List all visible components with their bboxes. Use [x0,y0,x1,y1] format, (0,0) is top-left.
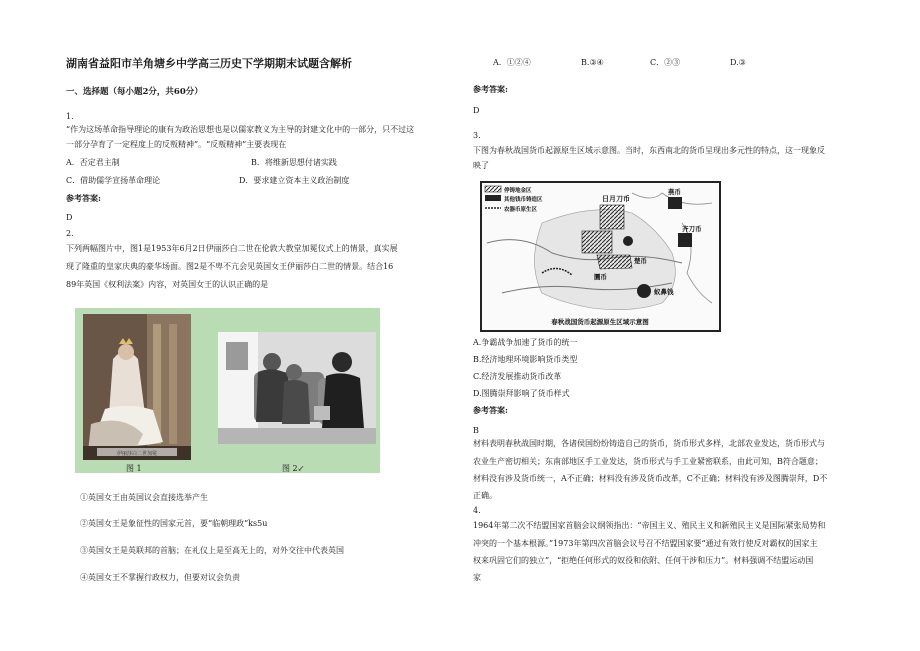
q1-answer: D [66,213,73,222]
currency-map [480,181,721,332]
q2-statement-2: ②英国女王是象征性的国家元首，要“临朝理政”ks5u [80,519,268,528]
coronation-caption: 伊丽莎白二世加冕 [116,451,158,457]
q3-stem-line2: 映了 [473,161,489,170]
map-label-cloth: 日月刀币 [602,195,630,203]
q2-statement-3: ③英国女王是英联邦的首脑；在礼仪上是至高无上的，对外交往中代表英国 [80,546,344,555]
q4-number: 4. [473,506,481,515]
q3-option-a: A.争霸战争加速了货币的统一 [473,338,578,347]
q1-number: 1. [66,112,74,121]
q4-stem-line4: 家 [473,573,481,582]
q2-stem-line2: 现了隆重的皇家庆典的豪华场面。图2是不卑不亢会见英国女王伊丽莎白二世的情景。结合16 [66,262,394,271]
coronation-photo [83,314,191,460]
q2-option-a: A．①②④ [493,58,531,67]
q2-stem-line3: 89年英国《权利法案》内容，对英国女王的认识正确的是 [66,280,269,289]
q4-stem-line1: 1964年第二次不结盟国家首脑会议纲领指出：“帝国主义、殖民主义和新殖民主义是国际紧张局势和 [473,521,826,530]
map-label-circle: 圜币 [594,273,607,281]
map-label-chu: 楚币 [634,257,647,265]
q3-explanation-2: 农业生产密切相关；东南部地区手工业发达，货币形式与手工业紧密联系，由此可知，B符合题意； [473,457,823,466]
q3-option-d: D.图腾崇拜影响了货币样式 [473,389,570,398]
map-label-ant: 蚁鼻钱 [654,288,674,296]
map-legend-3: 农器币原生区 [504,207,538,213]
q2-stem-line1: 下列两幅图片中，图1是1953年6月2日伊丽莎白二世在伦敦大教堂加冕仪式上的情景，真实展 [66,244,398,253]
q4-stem-line2: 冲突的一个基本根源。”1973年第四次首脑会议号召不结盟国家要“通过有效行使反对霸权的国家主 [473,539,818,548]
q3-answer-label: 参考答案: [473,405,508,415]
map-title: 春秋战国货币起源原生区域示意图 [551,318,649,326]
document-title: 湖南省益阳市羊角塘乡中学高三历史下学期期末试题含解析 [66,57,352,70]
q4-stem-line3: 权来巩固它们的独立”，“拒绝任何形式的奴役和依附、任何干涉和压力”。材料强调不结盟运动国 [473,556,814,565]
q1-answer-label: 参考答案: [66,193,101,203]
q3-number: 3. [473,131,481,140]
map-label-qi: 齐刀币 [682,225,702,233]
q1-option-d: D．要求建立资本主义政治制度 [239,176,350,185]
q3-stem-line1: 下图为春秋战国货币起源原生区域示意图。当时，东西南北的货币呈现出多元性的特点，这一现象反 [473,146,825,155]
q1-option-a: A．否定君主制 [66,158,120,167]
map-legend-1: 停铸地金区 [504,188,532,194]
q2-option-c: C．②③ [650,58,681,67]
figure1-caption: 图 1 [126,464,142,473]
q1-option-c: C．借助儒学宣扬革命理论 [66,176,161,185]
q3-option-b: B.经济地理环境影响货币类型 [473,355,578,364]
q2-number: 2. [66,229,74,238]
q3-explanation-4: 正确。 [473,491,497,500]
q3-option-c: C.经济发展推动货币改革 [473,372,562,381]
q2-figures [75,308,380,473]
meeting-photo [218,332,376,444]
q2-answer: D [473,106,480,115]
q2-statement-1: ①英国女王由英国议会直接选举产生 [80,493,208,502]
q3-explanation-3: 材料没有涉及货币统一，A不正确；材料没有涉及货币改革，C不正确；材料没有涉及图腾崇拜，D不 [473,474,828,483]
q1-stem-line1: “作为这场革命指导理论的康有为政治思想也是以儒家教义为主导的封建文化中的一部分，只不过这 [66,125,415,134]
q1-stem-line2: 一部分孕育了一定程度上的反叛精神”。“反叛精神”主要表现在 [66,140,287,149]
section-heading: 一、选择题（每小题2分，共60分） [66,87,203,97]
q3-explanation-1: 材料表明春秋战国时期，各诸侯国纷纷铸造自己的货币，货币形式多样，北部农业发达，货币形式与 [473,439,825,448]
q3-answer: B [473,426,479,435]
q2-statement-4: ④英国女王不掌握行政权力，但要对议会负责 [80,573,240,582]
q2-answer-label: 参考答案: [473,84,508,94]
q2-option-b: B.③④ [581,58,604,67]
map-legend-2: 其他钱币铸造区 [504,197,543,203]
q1-option-b: B．将维新思想付诸实践 [251,158,337,167]
q2-option-d: D.③ [730,58,746,67]
figure2-caption: 图 2↙ [282,464,305,473]
map-label-yan: 燕币 [668,188,681,196]
